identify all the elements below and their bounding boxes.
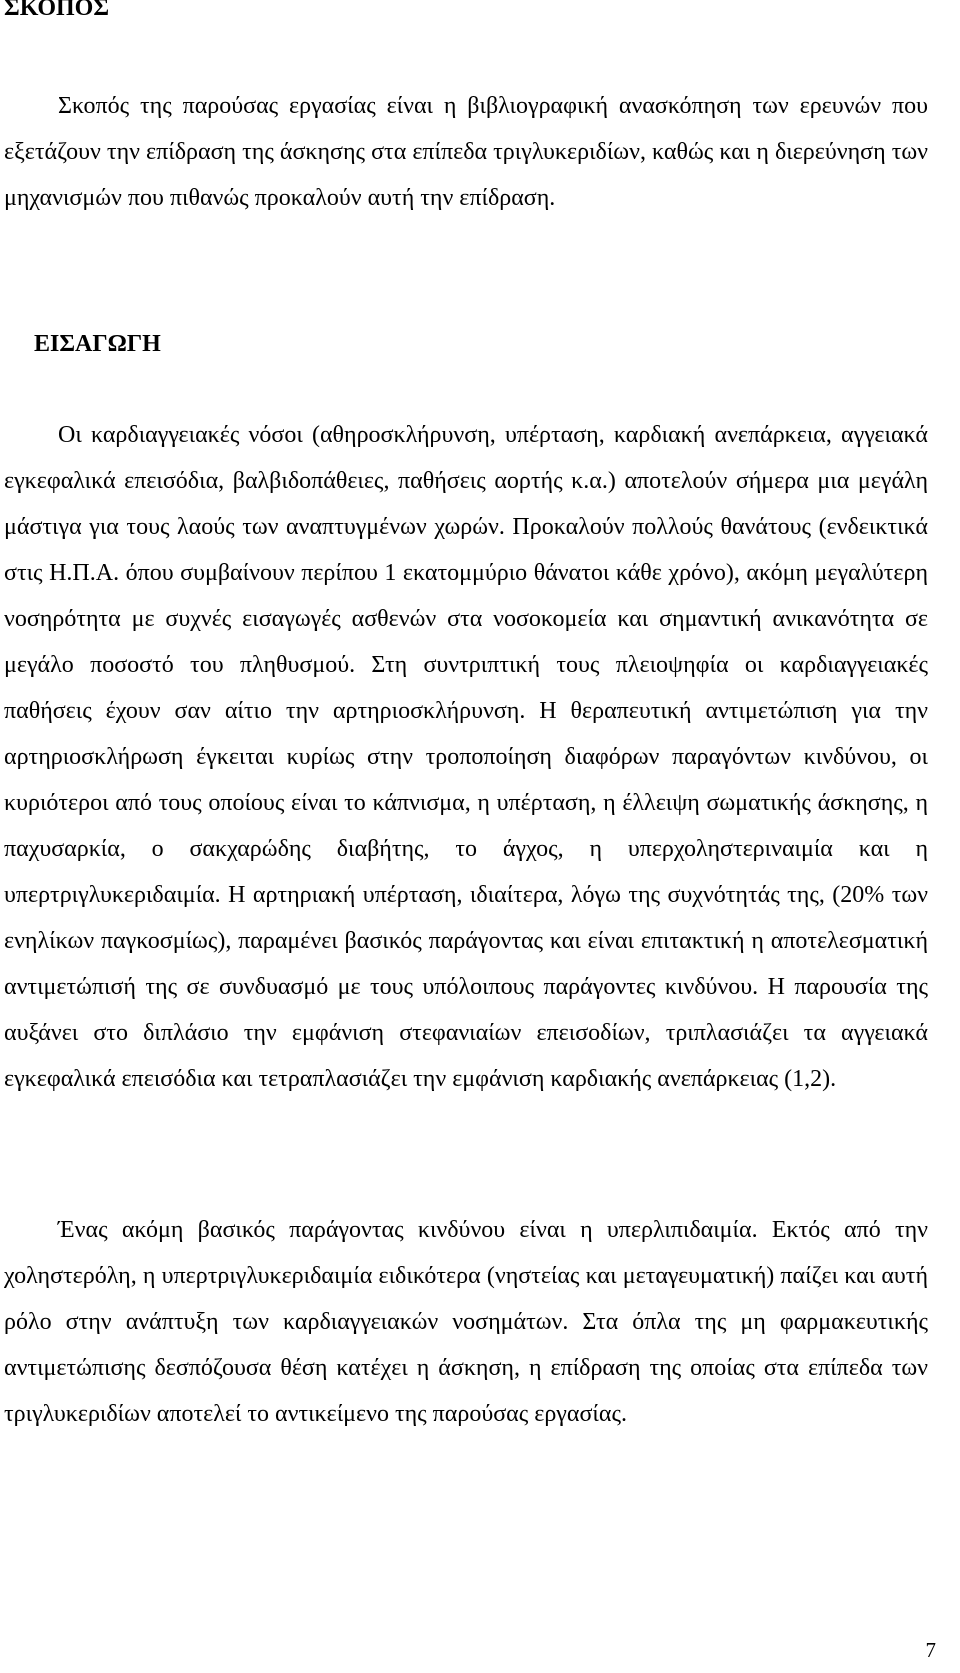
aim-paragraph: Σκοπός της παρούσας εργασίας είναι η βιβλιογραφική ανασκόπηση των ερευνών που εξετάζουν την επίδραση της άσκησης στα επίπεδα τριγλυκεριδίων, καθώς και η διερεύνηση των μηχανισμών που πιθανώς προκαλούν αυτή την επίδραση. <box>4 93 928 211</box>
page-number: 7 <box>925 1638 936 1662</box>
intro-paragraph-2: Ένας ακόμη βασικός παράγοντας κινδύνου είναι η υπερλιπιδαιμία. Εκτός από την χοληστερόλη, η υπερτριγλυκεριδαιμία ειδικότερα (νηστείας και μεταγευματική) παίζει και αυτή ρόλο στην ανάπτυξη των καρδιαγγειακών νοσημάτων. Στα όπλα της μη φαρμακευτικής αντιμετώπισης δεσπόζουσα θέση κατέχει η άσκηση, η επίδραση της οποίας στα επίπεδα των τριγλυκεριδίων αποτελεί το αντικείμενο της παρούσας εργασίας. <box>4 1217 928 1427</box>
intro-paragraph-1: Οι καρδιαγγειακές νόσοι (αθηροσκλήρυνση, υπέρταση, καρδιακή ανεπάρκεια, αγγειακά εγκεφαλικά επεισόδια, βαλβιδοπάθειες, παθήσεις αορτής κ.α.) αποτελούν σήμερα μια μεγάλη μάστιγα για τους λαούς των αναπτυγμένων χωρών. Προκαλούν πολλούς θανάτους (ενδεικτικά στις Η.Π.Α. όπου συμβαίνουν περίπου 1 εκατομμύριο θάνατοι κάθε χρόνο), ακόμη μεγαλύτερη νοσηρότητα με συχνές εισαγωγές ασθενών στα νοσοκομεία και σημαντική ανικανότητα σε μεγάλο ποσοστό του πληθυσμού. Στη συντριπτική τους πλειοψηφία οι καρδιαγγειακές παθήσεις έχουν σαν αίτιο την αρτηριοσκλήρυνση. Η θεραπευτική αντιμετώπιση για την αρτηριοσκλήρωση έγκειται κυρίως στην τροποποίηση διαφόρων παραγόντων κινδύνου, οι κυριότεροι από τους οποίους είναι το κάπνισμα, η υπέρταση, η έλλειψη σωματικής άσκησης, η παχυσαρκία, ο σακχαρώδης διαβήτης, το άγχος, η υπερχοληστεριναιμία και η υπερτριγλυκεριδαιμία. Η αρτηριακή υπέρταση, ιδιαίτερα, λόγω της συχνότητάς της, (20% των ενηλίκων παγκοσμίως), παραμένει βασικός παράγοντας και είναι επιτακτική η αποτελεσματική αντιμετώπισή της σε συνδυασμό με τους υπόλοιπους παράγοντες κινδύνου. Η παρουσία της αυξάνει στο διπλάσιο την εμφάνιση στεφανιαίων επεισοδίων, τριπλασιάζει τα αγγειακά εγκεφαλικά επεισόδια και τετραπλασιάζει την εμφάνιση καρδιακής ανεπάρκειας (1,2). <box>4 422 928 1092</box>
heading-introduction: ΕΙΣΑΓΩΓΗ <box>34 331 161 357</box>
heading-aim: ΣΚΟΠΟΣ <box>4 0 110 21</box>
